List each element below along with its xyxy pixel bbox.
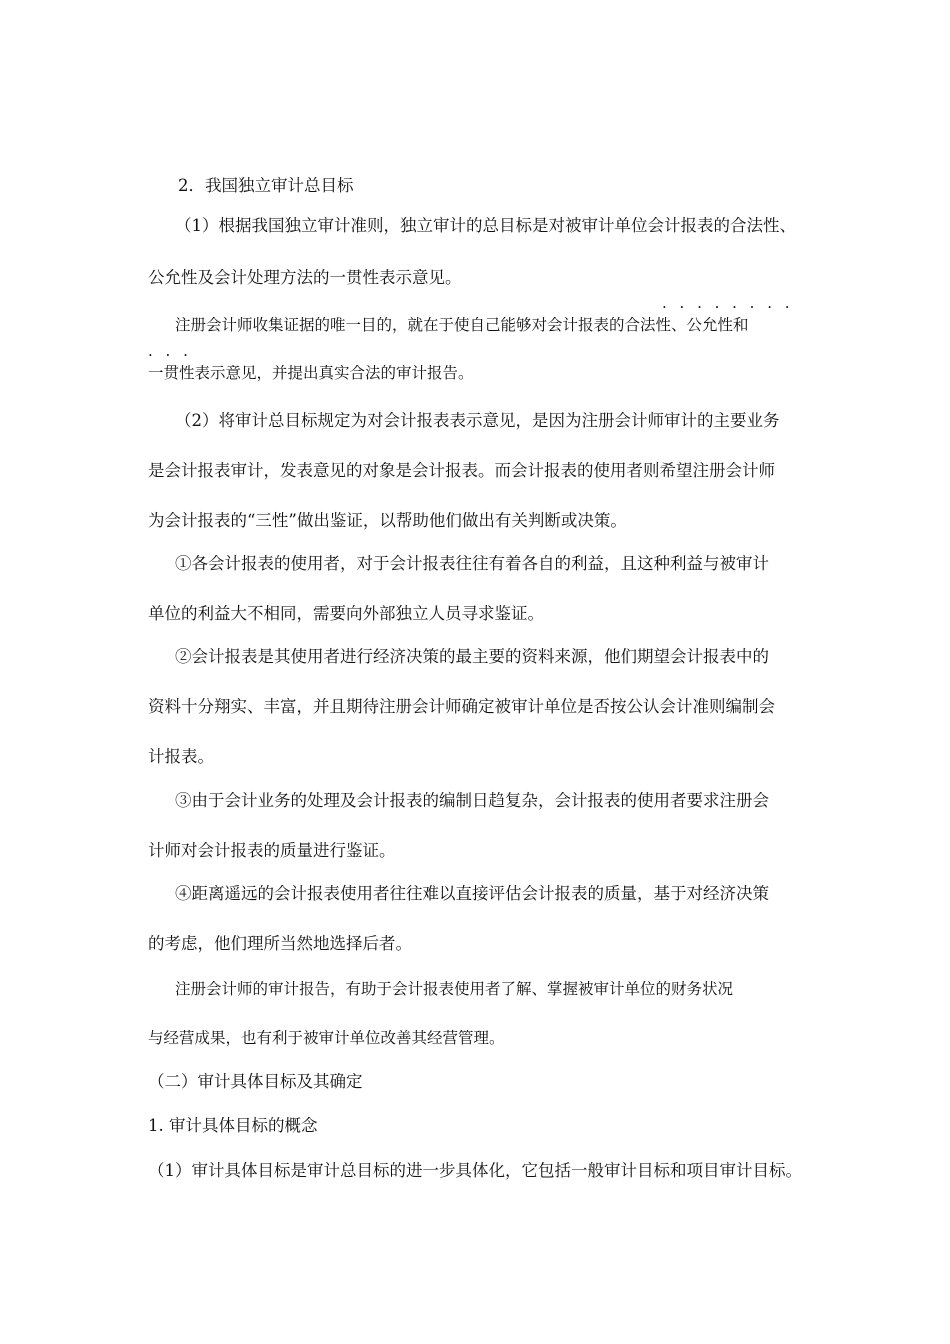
note-line: 一贯性表示意见，并提出真实合法的审计报告。 <box>148 364 474 382</box>
list-item-line: ③由于会计业务的处理及会计报表的编制日趋复杂，会计报表的使用者要求注册会 <box>175 791 769 810</box>
list-item-line: ④距离遥远的会计报表使用者往往难以直接评估会计报表的质量，基于对经济决策 <box>175 884 769 903</box>
note-line: 注册会计师收集证据的唯一目的，就在于使自己能够对会计报表的合法性、公允性和 <box>175 316 749 334</box>
paragraph-line: 为会计报表的“三性”做出鉴证，以帮助他们做出有关判断或决策。 <box>148 511 627 530</box>
heading-overall-objective: 2．我国独立审计总目标 <box>178 176 354 195</box>
list-item-line: ②会计报表是其使用者进行经济决策的最主要的资料来源，他们期望会计报表中的 <box>175 647 769 666</box>
list-item-line: ①各会计报表的使用者，对于会计报表往往有着各自的利益，且这种利益与被审计 <box>175 554 769 573</box>
list-item-line: 计师对会计报表的质量进行鉴证。 <box>148 841 396 860</box>
emphasis-dots: · · · <box>148 346 192 364</box>
emphasis-dots: · · · · · · · · <box>662 298 794 316</box>
paragraph-line: （2）将审计总目标规定为对会计报表表示意见，是因为注册会计师审计的主要业务 <box>175 411 780 430</box>
note-line: 注册会计师的审计报告，有助于会计报表使用者了解、掌握被审计单位的财务状况 <box>175 980 734 998</box>
paragraph-line: 公允性及会计处理方法的一贯性表示意见。 <box>148 268 462 287</box>
list-item-line: 计报表。 <box>148 747 214 766</box>
paragraph-line: 是会计报表审计，发表意见的对象是会计报表。而会计报表的使用者则希望注册会计师 <box>148 461 775 480</box>
list-item-line: 单位的利益大不相同，需要向外部独立人员寻求鉴证。 <box>148 604 544 623</box>
note-line: 与经营成果，也有利于被审计单位改善其经营管理。 <box>148 1029 505 1047</box>
subsection-heading: 1. 审计具体目标的概念 <box>148 1116 318 1135</box>
paragraph-line: （1）根据我国独立审计准则，独立审计的总目标是对被审计单位会计报表的合法性、 <box>175 216 796 235</box>
paragraph-line: （1）审计具体目标是审计总目标的进一步具体化，它包括一般审计目标和项目审计目标。 <box>148 1161 802 1180</box>
section-heading: （二）审计具体目标及其确定 <box>148 1072 363 1091</box>
list-item-line: 资料十分翔实、丰富，并且期待注册会计师确定被审计单位是否按公认会计准则编制会 <box>148 697 775 716</box>
list-item-line: 的考虑，他们理所当然地选择后者。 <box>148 934 412 953</box>
